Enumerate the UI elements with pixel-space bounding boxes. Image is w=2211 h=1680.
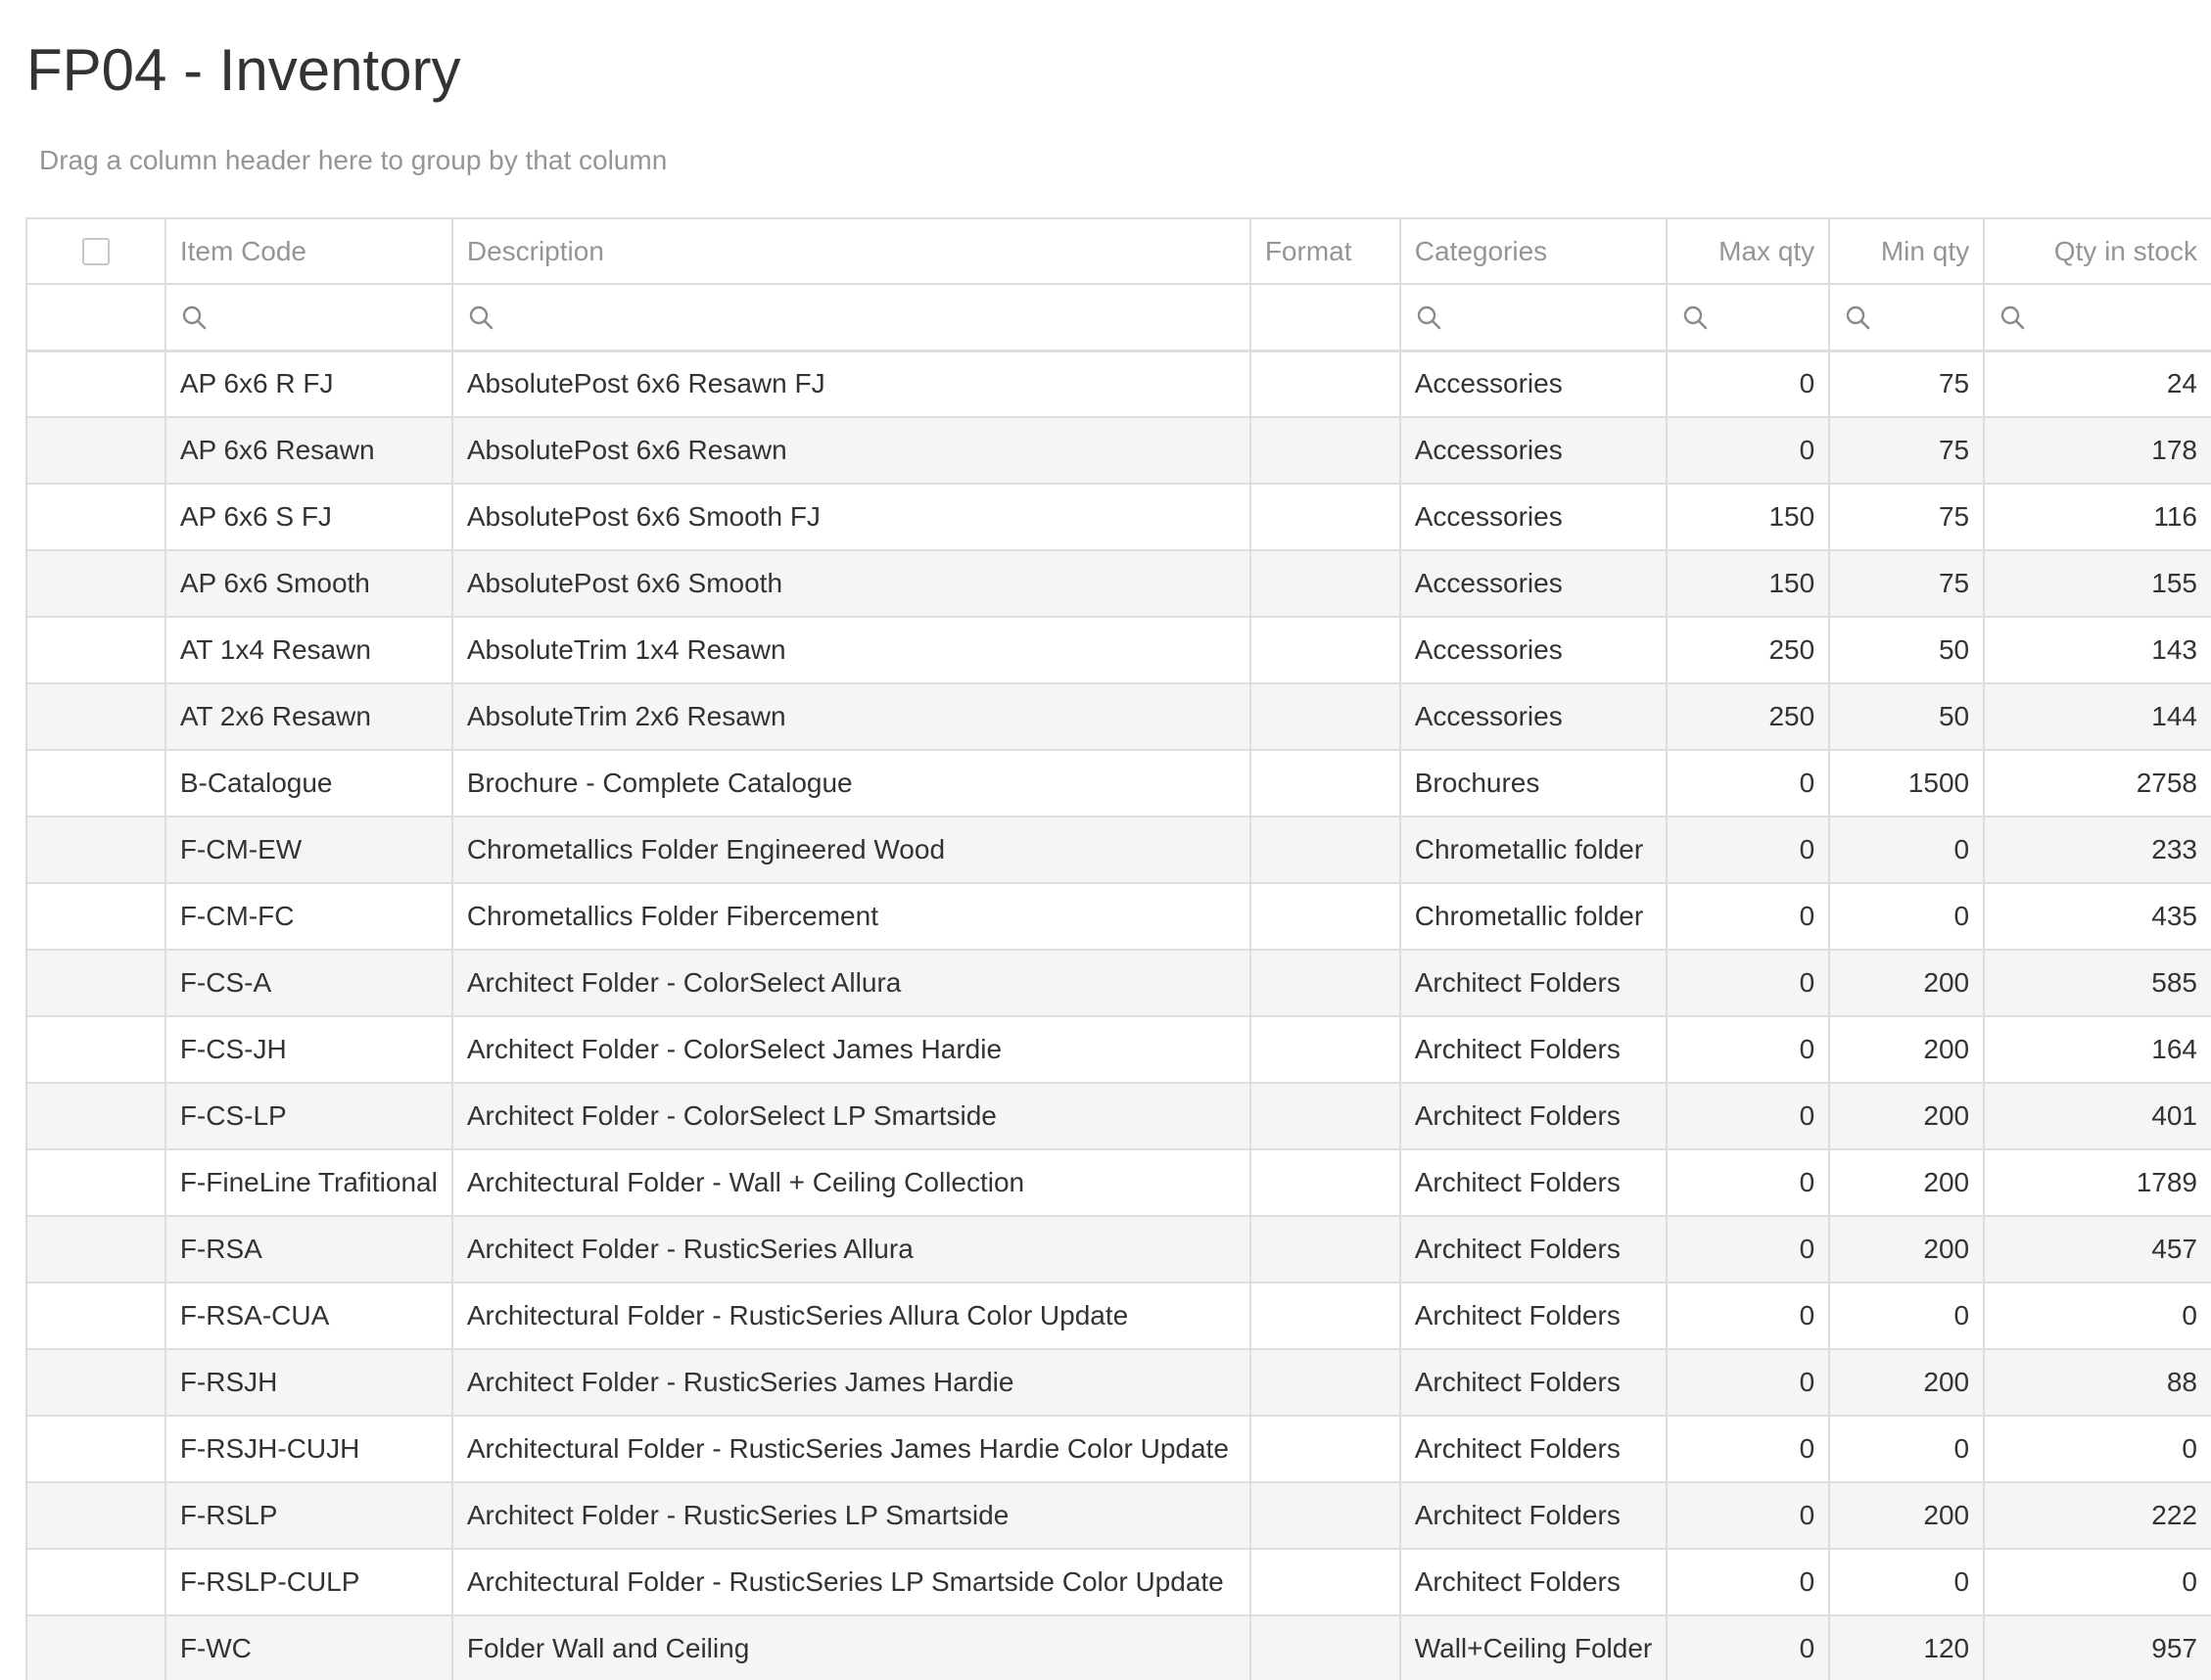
- cell-min-qty: 200: [1829, 950, 1984, 1016]
- cell-categories: Wall+Ceiling Folder: [1400, 1615, 1668, 1680]
- cell-categories: Architect Folders: [1400, 1149, 1668, 1216]
- cell-qty-in-stock: 143: [1984, 617, 2211, 683]
- inventory-grid: [25, 217, 2211, 1680]
- cell-categories: Architect Folders: [1400, 1482, 1668, 1549]
- row-select-cell[interactable]: [27, 484, 165, 550]
- table-row[interactable]: [27, 484, 2211, 550]
- cell-format: [1250, 1216, 1400, 1283]
- cell-description: Chrometallics Folder Fibercement: [452, 883, 1250, 950]
- cell-format: [1250, 950, 1400, 1016]
- filter-max-qty[interactable]: [1667, 284, 1829, 350]
- cell-categories: Architect Folders: [1400, 1349, 1668, 1416]
- cell-item-code: F-CS-LP: [165, 1083, 452, 1149]
- inventory-table: [27, 219, 2211, 1680]
- cell-max-qty: 150: [1667, 550, 1829, 617]
- cell-min-qty: 75: [1829, 350, 1984, 417]
- cell-qty-in-stock: 1789: [1984, 1149, 2211, 1216]
- cell-qty-in-stock: 144: [1984, 683, 2211, 750]
- column-header-max-qty[interactable]: Max qty: [1667, 219, 1829, 284]
- table-row[interactable]: [27, 350, 2211, 417]
- row-select-cell[interactable]: [27, 683, 165, 750]
- cell-qty-in-stock: 957: [1984, 1615, 2211, 1680]
- cell-item-code: F-CS-A: [165, 950, 452, 1016]
- cell-item-code: AP 6x6 Resawn: [165, 417, 452, 484]
- cell-categories: Accessories: [1400, 350, 1668, 417]
- cell-min-qty: 75: [1829, 484, 1984, 550]
- cell-max-qty: 0: [1667, 1482, 1829, 1549]
- cell-categories: Chrometallic folder: [1400, 883, 1668, 950]
- cell-item-code: F-RSLP-CULP: [165, 1549, 452, 1615]
- table-row[interactable]: [27, 1349, 2211, 1416]
- cell-description: Folder Wall and Ceiling: [452, 1615, 1250, 1680]
- table-row[interactable]: [27, 1549, 2211, 1615]
- cell-format: [1250, 1283, 1400, 1349]
- search-icon: [1415, 303, 1444, 333]
- cell-max-qty: 0: [1667, 1083, 1829, 1149]
- cell-description: AbsolutePost 6x6 Smooth: [452, 550, 1250, 617]
- cell-format: [1250, 1083, 1400, 1149]
- cell-format: [1250, 1482, 1400, 1549]
- table-row[interactable]: [27, 1149, 2211, 1216]
- cell-description: Brochure - Complete Catalogue: [452, 750, 1250, 817]
- cell-max-qty: 0: [1667, 1149, 1829, 1216]
- cell-description: Architectural Folder - RusticSeries James Hardie Color Update: [452, 1416, 1250, 1482]
- cell-qty-in-stock: 88: [1984, 1349, 2211, 1416]
- cell-qty-in-stock: 24: [1984, 350, 2211, 417]
- search-icon: [1999, 303, 2028, 333]
- column-header-description[interactable]: Description: [452, 219, 1250, 284]
- cell-item-code: F-RSJH: [165, 1349, 452, 1416]
- cell-item-code: AP 6x6 S FJ: [165, 484, 452, 550]
- row-select-cell[interactable]: [27, 1083, 165, 1149]
- select-all-cell: [27, 219, 165, 284]
- cell-format: [1250, 617, 1400, 683]
- table-row[interactable]: [27, 1283, 2211, 1349]
- cell-min-qty: 0: [1829, 883, 1984, 950]
- row-select-cell[interactable]: [27, 1016, 165, 1083]
- cell-min-qty: 1500: [1829, 750, 1984, 817]
- cell-description: AbsolutePost 6x6 Resawn: [452, 417, 1250, 484]
- table-row[interactable]: [27, 883, 2211, 950]
- search-icon: [467, 303, 496, 333]
- cell-item-code: F-CM-FC: [165, 883, 452, 950]
- cell-max-qty: 0: [1667, 817, 1829, 883]
- row-select-cell[interactable]: [27, 350, 165, 417]
- cell-format: [1250, 750, 1400, 817]
- table-row[interactable]: [27, 617, 2211, 683]
- cell-categories: Chrometallic folder: [1400, 817, 1668, 883]
- search-icon: [1681, 303, 1711, 333]
- cell-format: [1250, 883, 1400, 950]
- cell-min-qty: 200: [1829, 1149, 1984, 1216]
- cell-max-qty: 0: [1667, 417, 1829, 484]
- cell-min-qty: 0: [1829, 1283, 1984, 1349]
- cell-item-code: AP 6x6 R FJ: [165, 350, 452, 417]
- column-header-format[interactable]: Format: [1250, 219, 1400, 284]
- cell-min-qty: 75: [1829, 417, 1984, 484]
- row-select-cell[interactable]: [27, 1416, 165, 1482]
- cell-categories: Architect Folders: [1400, 1283, 1668, 1349]
- cell-format: [1250, 817, 1400, 883]
- cell-item-code: F-CM-EW: [165, 817, 452, 883]
- cell-min-qty: 50: [1829, 683, 1984, 750]
- row-select-cell[interactable]: [27, 883, 165, 950]
- row-select-cell[interactable]: [27, 817, 165, 883]
- cell-max-qty: 0: [1667, 1216, 1829, 1283]
- cell-description: Architectural Folder - Wall + Ceiling Collection: [452, 1149, 1250, 1216]
- row-select-cell[interactable]: [27, 617, 165, 683]
- row-select-cell[interactable]: [27, 1615, 165, 1680]
- cell-description: Architect Folder - RusticSeries LP Smartside: [452, 1482, 1250, 1549]
- cell-format: [1250, 1549, 1400, 1615]
- table-row[interactable]: [27, 417, 2211, 484]
- cell-max-qty: 0: [1667, 1283, 1829, 1349]
- search-icon: [1844, 303, 1873, 333]
- column-header-min-qty[interactable]: Min qty: [1829, 219, 1984, 284]
- cell-qty-in-stock: 233: [1984, 817, 2211, 883]
- filter-description[interactable]: [452, 284, 1250, 350]
- select-all-checkbox[interactable]: [82, 238, 110, 265]
- table-row[interactable]: [27, 1016, 2211, 1083]
- column-header-categories[interactable]: Categories: [1400, 219, 1668, 284]
- cell-max-qty: 0: [1667, 1416, 1829, 1482]
- cell-format: [1250, 1149, 1400, 1216]
- cell-max-qty: 0: [1667, 1349, 1829, 1416]
- row-select-cell[interactable]: [27, 950, 165, 1016]
- cell-description: Architectural Folder - RusticSeries LP Smartside Color Update: [452, 1549, 1250, 1615]
- filter-min-qty[interactable]: [1829, 284, 1984, 350]
- cell-description: Architect Folder - RusticSeries Allura: [452, 1216, 1250, 1283]
- cell-item-code: F-RSA-CUA: [165, 1283, 452, 1349]
- cell-format: [1250, 1416, 1400, 1482]
- cell-item-code: F-RSA: [165, 1216, 452, 1283]
- table-row[interactable]: [27, 1482, 2211, 1549]
- cell-qty-in-stock: 435: [1984, 883, 2211, 950]
- row-select-cell[interactable]: [27, 550, 165, 617]
- cell-qty-in-stock: 0: [1984, 1283, 2211, 1349]
- cell-qty-in-stock: 155: [1984, 550, 2211, 617]
- cell-max-qty: 0: [1667, 350, 1829, 417]
- table-row[interactable]: [27, 1416, 2211, 1482]
- cell-format: [1250, 350, 1400, 417]
- row-select-cell[interactable]: [27, 1283, 165, 1349]
- cell-description: Architect Folder - ColorSelect James Hardie: [452, 1016, 1250, 1083]
- cell-categories: Architect Folders: [1400, 1083, 1668, 1149]
- cell-max-qty: 0: [1667, 1016, 1829, 1083]
- cell-format: [1250, 417, 1400, 484]
- cell-format: [1250, 484, 1400, 550]
- cell-categories: Accessories: [1400, 683, 1668, 750]
- group-by-panel[interactable]: Drag a column header here to group by that column: [39, 145, 668, 175]
- row-select-cell[interactable]: [27, 1149, 165, 1216]
- cell-categories: Accessories: [1400, 484, 1668, 550]
- cell-description: AbsolutePost 6x6 Smooth FJ: [452, 484, 1250, 550]
- column-header-qty-in-stock[interactable]: Qty in stock: [1984, 219, 2211, 284]
- cell-max-qty: 250: [1667, 617, 1829, 683]
- cell-categories: Architect Folders: [1400, 1216, 1668, 1283]
- cell-min-qty: 0: [1829, 1416, 1984, 1482]
- grid-body: [27, 350, 2211, 1680]
- cell-qty-in-stock: 222: [1984, 1482, 2211, 1549]
- header-row: [27, 219, 2211, 284]
- cell-min-qty: 200: [1829, 1016, 1984, 1083]
- table-row[interactable]: [27, 550, 2211, 617]
- row-select-cell[interactable]: [27, 1349, 165, 1416]
- cell-format: [1250, 683, 1400, 750]
- row-select-cell[interactable]: [27, 1482, 165, 1549]
- cell-qty-in-stock: 585: [1984, 950, 2211, 1016]
- cell-item-code: F-RSJH-CUJH: [165, 1416, 452, 1482]
- cell-format: [1250, 550, 1400, 617]
- cell-min-qty: 50: [1829, 617, 1984, 683]
- cell-format: [1250, 1016, 1400, 1083]
- cell-qty-in-stock: 164: [1984, 1016, 2211, 1083]
- row-select-cell[interactable]: [27, 417, 165, 484]
- row-select-cell[interactable]: [27, 1549, 165, 1615]
- cell-categories: Accessories: [1400, 550, 1668, 617]
- cell-description: AbsoluteTrim 1x4 Resawn: [452, 617, 1250, 683]
- cell-description: Architect Folder - RusticSeries James Hardie: [452, 1349, 1250, 1416]
- cell-categories: Architect Folders: [1400, 1416, 1668, 1482]
- table-row[interactable]: [27, 1615, 2211, 1680]
- cell-min-qty: 0: [1829, 1549, 1984, 1615]
- cell-item-code: AT 1x4 Resawn: [165, 617, 452, 683]
- cell-max-qty: 0: [1667, 750, 1829, 817]
- cell-description: Architectural Folder - RusticSeries Allura Color Update: [452, 1283, 1250, 1349]
- cell-max-qty: 0: [1667, 883, 1829, 950]
- cell-max-qty: 0: [1667, 1549, 1829, 1615]
- filter-row: [27, 284, 2211, 350]
- cell-qty-in-stock: 457: [1984, 1216, 2211, 1283]
- cell-categories: Accessories: [1400, 417, 1668, 484]
- cell-categories: Architect Folders: [1400, 1016, 1668, 1083]
- cell-qty-in-stock: 178: [1984, 417, 2211, 484]
- cell-min-qty: 0: [1829, 817, 1984, 883]
- cell-item-code: F-CS-JH: [165, 1016, 452, 1083]
- cell-qty-in-stock: 0: [1984, 1549, 2211, 1615]
- cell-description: Architect Folder - ColorSelect Allura: [452, 950, 1250, 1016]
- cell-item-code: B-Catalogue: [165, 750, 452, 817]
- cell-description: AbsoluteTrim 2x6 Resawn: [452, 683, 1250, 750]
- cell-min-qty: 200: [1829, 1482, 1984, 1549]
- table-row[interactable]: [27, 950, 2211, 1016]
- cell-description: Chrometallics Folder Engineered Wood: [452, 817, 1250, 883]
- cell-max-qty: 250: [1667, 683, 1829, 750]
- cell-min-qty: 120: [1829, 1615, 1984, 1680]
- cell-min-qty: 200: [1829, 1083, 1984, 1149]
- cell-item-code: F-WC: [165, 1615, 452, 1680]
- page-title: FP04 - Inventory: [26, 37, 461, 103]
- column-header-item-code[interactable]: Item Code: [165, 219, 452, 284]
- cell-qty-in-stock: 401: [1984, 1083, 2211, 1149]
- cell-description: Architect Folder - ColorSelect LP Smartside: [452, 1083, 1250, 1149]
- cell-qty-in-stock: 2758: [1984, 750, 2211, 817]
- cell-qty-in-stock: 116: [1984, 484, 2211, 550]
- cell-min-qty: 75: [1829, 550, 1984, 617]
- cell-format: [1250, 1349, 1400, 1416]
- row-select-cell[interactable]: [27, 1216, 165, 1283]
- cell-min-qty: 200: [1829, 1216, 1984, 1283]
- table-row[interactable]: [27, 817, 2211, 883]
- cell-qty-in-stock: 0: [1984, 1416, 2211, 1482]
- cell-item-code: F-RSLP: [165, 1482, 452, 1549]
- filter-format: [1250, 284, 1400, 350]
- row-select-cell[interactable]: [27, 750, 165, 817]
- cell-min-qty: 200: [1829, 1349, 1984, 1416]
- table-row[interactable]: [27, 750, 2211, 817]
- filter-categories[interactable]: [1400, 284, 1668, 350]
- filter-cell-select: [27, 284, 165, 350]
- cell-categories: Architect Folders: [1400, 950, 1668, 1016]
- cell-max-qty: 0: [1667, 1615, 1829, 1680]
- cell-categories: Brochures: [1400, 750, 1668, 817]
- cell-item-code: AT 2x6 Resawn: [165, 683, 452, 750]
- filter-qty-in-stock[interactable]: [1984, 284, 2211, 350]
- cell-max-qty: 150: [1667, 484, 1829, 550]
- cell-max-qty: 0: [1667, 950, 1829, 1016]
- table-row[interactable]: [27, 683, 2211, 750]
- table-row[interactable]: [27, 1216, 2211, 1283]
- cell-categories: Architect Folders: [1400, 1549, 1668, 1615]
- cell-item-code: F-FineLine Trafitional: [165, 1149, 452, 1216]
- cell-format: [1250, 1615, 1400, 1680]
- cell-categories: Accessories: [1400, 617, 1668, 683]
- cell-item-code: AP 6x6 Smooth: [165, 550, 452, 617]
- cell-description: AbsolutePost 6x6 Resawn FJ: [452, 350, 1250, 417]
- filter-item-code[interactable]: [165, 284, 452, 350]
- search-icon: [180, 303, 210, 333]
- table-row[interactable]: [27, 1083, 2211, 1149]
